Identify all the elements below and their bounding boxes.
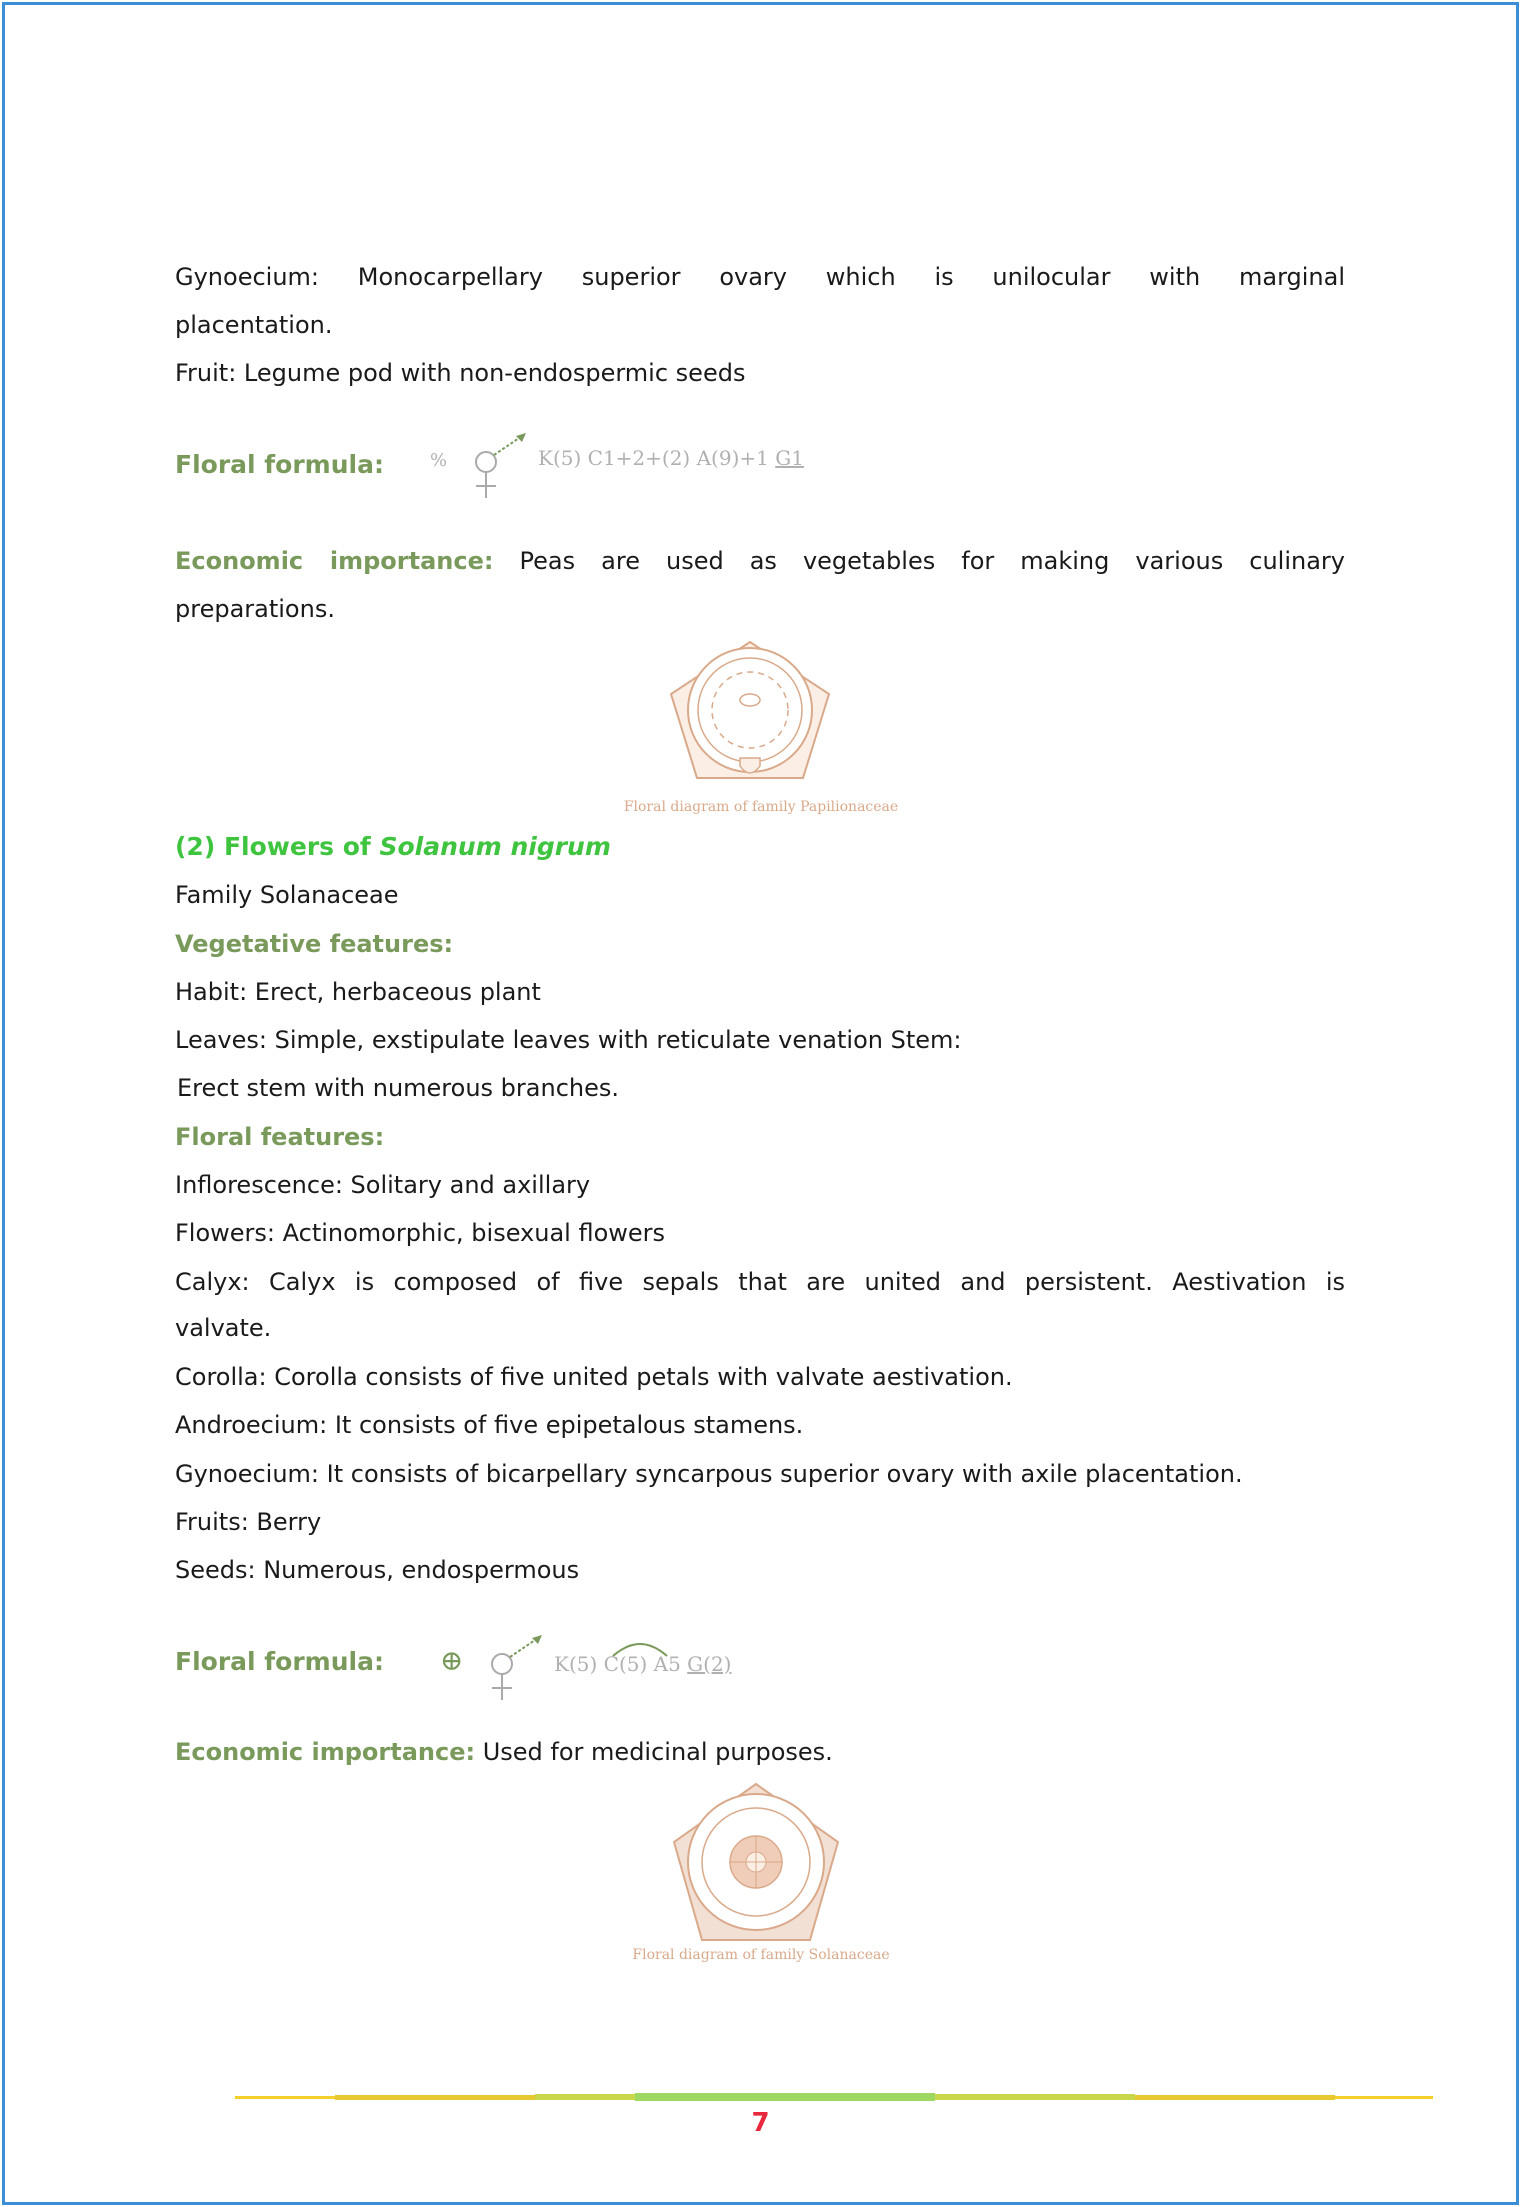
- floral-diagram-solanaceae: [668, 1780, 844, 1945]
- seeds-text: Seeds: Numerous, endospermous: [175, 1556, 580, 1584]
- economic-importance-2: [175, 1728, 1345, 1776]
- flowers-text: Flowers: Actinomorphic, bisexual flowers: [175, 1219, 666, 1247]
- gynoecium-formula: G1: [775, 446, 804, 470]
- corolla-formula: C(5): [603, 1652, 648, 1676]
- corolla-text: Corolla: Corolla consists of five united petals with valvate aestivation.: [175, 1363, 1013, 1391]
- corolla-formula: C1+2+(2): [587, 446, 691, 470]
- gynoecium-text-2: Gynoecium: It consists of bicarpellary syncarpous superior ovary with axile placentation.: [175, 1460, 1243, 1488]
- floral-diagram-papilionaceae: [665, 638, 835, 788]
- floral-formula-label-2: Floral formula:: [175, 1647, 384, 1676]
- inflorescence-text: Inflorescence: Solitary and axillary: [175, 1171, 591, 1199]
- fruit-text: Fruit: Legume pod with non-endospermic seeds: [175, 359, 746, 387]
- family-text: Family Solanaceae: [175, 881, 399, 909]
- heading-prefix: (2) Flowers of: [175, 832, 380, 861]
- gynoecium-text: Gynoecium: Monocarpellary superior ovary which is unilocular with marginal: [175, 263, 1345, 291]
- diagram-caption-solanaceae: Floral diagram of family Solanaceae: [632, 1947, 890, 1963]
- gynoecium-formula: G(2): [687, 1652, 732, 1676]
- economic-label: Economic importance:: [175, 1738, 476, 1766]
- habit-text: Habit: Erect, herbaceous plant: [175, 978, 541, 1006]
- androecium-formula: A(9)+1: [696, 446, 769, 470]
- calyx-text-cont: valvate.: [175, 1314, 272, 1342]
- economic-text: Used for medicinal purposes.: [475, 1738, 833, 1766]
- heading-species: Solanum nigrum: [379, 832, 611, 861]
- gynoecium-text-cont: placentation.: [175, 311, 333, 339]
- footer-divider: [235, 2093, 1433, 2101]
- leaves-text: Leaves: Simple, exstipulate leaves with reticulate venation Stem:: [175, 1026, 962, 1054]
- fruits-text: Fruits: Berry: [175, 1508, 322, 1536]
- bisexual-icon: [468, 428, 538, 500]
- stem-text: Erect stem with numerous branches.: [177, 1074, 619, 1102]
- floral-features-label: Floral features:: [175, 1123, 385, 1151]
- bisexual-icon: [484, 1630, 554, 1702]
- economic-importance-1: [175, 537, 1345, 585]
- page-number: 7: [751, 2108, 770, 2138]
- floral-formula-label: Floral formula:: [175, 450, 384, 479]
- calyx-formula: K(5): [538, 446, 582, 470]
- androecium-text: Androecium: It consists of five epipetalous stamens.: [175, 1411, 804, 1439]
- calyx-formula: K(5): [554, 1652, 598, 1676]
- economic-text-cont: preparations.: [175, 595, 335, 623]
- economic-label: Economic importance:: [175, 547, 494, 575]
- zygomorphic-symbol: %: [430, 450, 448, 471]
- calyx-text: Calyx: Calyx is composed of five sepals that are united and persistent. Aestivation is: [175, 1268, 1345, 1296]
- economic-text: Peas are used as vegetables for making various culinary: [519, 547, 1345, 575]
- actinomorphic-symbol: ⊕: [440, 1644, 464, 1677]
- diagram-caption-papilionaceae: Floral diagram of family Papilionaceae: [623, 799, 899, 815]
- section-heading-solanum: [175, 823, 1345, 871]
- vegetative-features-label: Vegetative features:: [175, 930, 454, 958]
- androecium-formula: A5: [653, 1652, 681, 1676]
